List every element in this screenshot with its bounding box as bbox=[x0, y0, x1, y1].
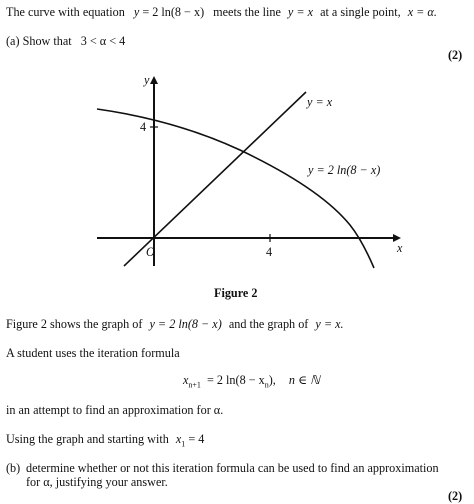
intro-eq-rhs: = 2 ln(8 − x) bbox=[142, 5, 205, 19]
part-a-marks: (2) bbox=[448, 48, 463, 62]
line-y-equals-x bbox=[124, 92, 306, 266]
using-x: x bbox=[175, 432, 182, 446]
y-axis-label-text: y bbox=[144, 73, 150, 87]
student-sentence: A student uses the iteration formula bbox=[6, 346, 180, 360]
y-axis-label bbox=[144, 72, 149, 88]
y-axis-arrow bbox=[150, 76, 158, 84]
desc-text-1: Figure 2 shows the graph of bbox=[6, 317, 143, 331]
intro-y: y bbox=[133, 5, 140, 19]
using-graph-sentence bbox=[6, 431, 204, 452]
iter-lhs: x bbox=[183, 373, 189, 387]
part-b-line-2: for α, justifying your answer. bbox=[26, 475, 168, 489]
figure-caption: Figure 2 bbox=[214, 286, 258, 300]
curve-label bbox=[308, 162, 380, 178]
intro-line-eq: y = x bbox=[287, 5, 314, 19]
iter-domain: n ∈ ℕ bbox=[288, 373, 320, 387]
iter-lhs-sub: n+1 bbox=[188, 380, 201, 390]
part-b-line-1: determine whether or not this iteration formula can be used to find an approximation bbox=[26, 461, 439, 475]
part-b-label: (b) bbox=[6, 461, 21, 475]
using-value: = 4 bbox=[188, 432, 205, 446]
y-tick-label: 4 bbox=[140, 120, 147, 134]
part-b-marks: (2) bbox=[448, 489, 463, 503]
origin-label bbox=[146, 244, 155, 260]
desc-text-2: and the graph of bbox=[228, 317, 309, 331]
x-tick-label: 4 bbox=[266, 245, 273, 259]
desc-line: y = x. bbox=[315, 317, 344, 331]
iteration-formula bbox=[183, 372, 320, 393]
desc-curve: y = 2 ln(8 − x) bbox=[149, 317, 222, 331]
using-sub: 1 bbox=[181, 439, 186, 449]
part-a-inequality: 3 < α < 4 bbox=[80, 34, 126, 48]
attempt-sentence: in an attempt to find an approximation for α. bbox=[6, 403, 224, 417]
curve-label-text: y = 2 ln(8 − x) bbox=[308, 163, 381, 177]
line-label bbox=[307, 94, 332, 110]
iter-rhs-a: = 2 ln(8 − x bbox=[206, 373, 265, 387]
iter-rhs-b: ), bbox=[268, 373, 276, 387]
part-a-label: (a) Show that bbox=[6, 34, 72, 48]
figure-description bbox=[6, 316, 344, 332]
x-axis-label bbox=[397, 240, 402, 256]
curve-2ln-8-minus-x bbox=[97, 109, 374, 268]
intro-text-2: meets the line bbox=[213, 5, 281, 19]
using-text: Using the graph and starting with bbox=[6, 432, 169, 446]
x-axis-label-text: x bbox=[397, 241, 403, 255]
line-label-text: y = x bbox=[307, 95, 333, 109]
intro-point: x = α. bbox=[407, 5, 437, 19]
intro-text-1: The curve with equation bbox=[6, 5, 125, 19]
iter-rhs-sub: n bbox=[264, 380, 269, 390]
intro-text-3: at a single point, bbox=[320, 5, 401, 19]
origin-label-text: O bbox=[146, 245, 155, 259]
